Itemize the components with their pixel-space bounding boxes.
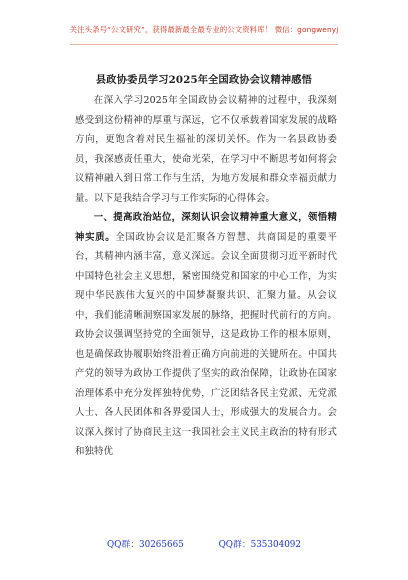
header-divider <box>70 44 338 45</box>
qq-group-2: QQ群：535304092 <box>218 540 301 550</box>
paragraph-section-one <box>75 208 337 462</box>
paragraph-text: 在深入学习2025年全国政协会议精神的过程中，我深刻感受到这份精神的厚重与深远，它不仅承载着国家发展的战略方向，更饱含着对民生福祉的深切关怀。作为一名县政协委员，我深感责任重大，使命光荣，在学习中不断思考如何将会议精神融入到日常工作与生活，为地方发展和群众幸福贡献力量。以下是我结合学习与工作实际的心得体会。 <box>75 95 337 204</box>
promo-banner: 关注头条号“公文研究”，获得最新最全最专业的公文资料库！ 微信：gongwenyj <box>69 25 339 34</box>
qq-group-1: QQ群：30265665 <box>107 540 184 550</box>
paragraph-text: 全国政协会议是汇聚各方智慧、共商国是的重要平台，其精神内涵丰富，意义深远。会议全面贯彻习近平新时代中国特色社会主义思想，紧密围绕党和国家的中心工作，为实现中华民族伟大复兴的中国梦凝聚共识、汇聚力量。从会议中，我们能清晰洞察国家发展的脉络，把握时代前行的方向。政协会议强调坚持党的全面领导，这是政协工作的根本原则，也是确保政协履职始终沿着正确方向前进的关键所在。中国共产党的领导为政协工作提供了坚实的政治保障，让政协在国家治理体系中充分发挥独特优势，广泛团结各民主党派、无党派人士、各人民团体和各界爱国人士，形成强大的发展合力。会议深入探讨了协商民主这一我国社会主义民主政治的特有形式和独特优 <box>75 231 337 457</box>
footer-contacts <box>0 537 408 550</box>
section-heading: 一、提高政治站位，深刻认识会议精神重大意义，领悟精神实质。 <box>75 212 337 243</box>
document-body <box>75 91 337 462</box>
document-title: 县政协委员学习2025年全国政协会议精神感悟 <box>95 74 313 86</box>
paragraph-intro <box>75 91 337 208</box>
